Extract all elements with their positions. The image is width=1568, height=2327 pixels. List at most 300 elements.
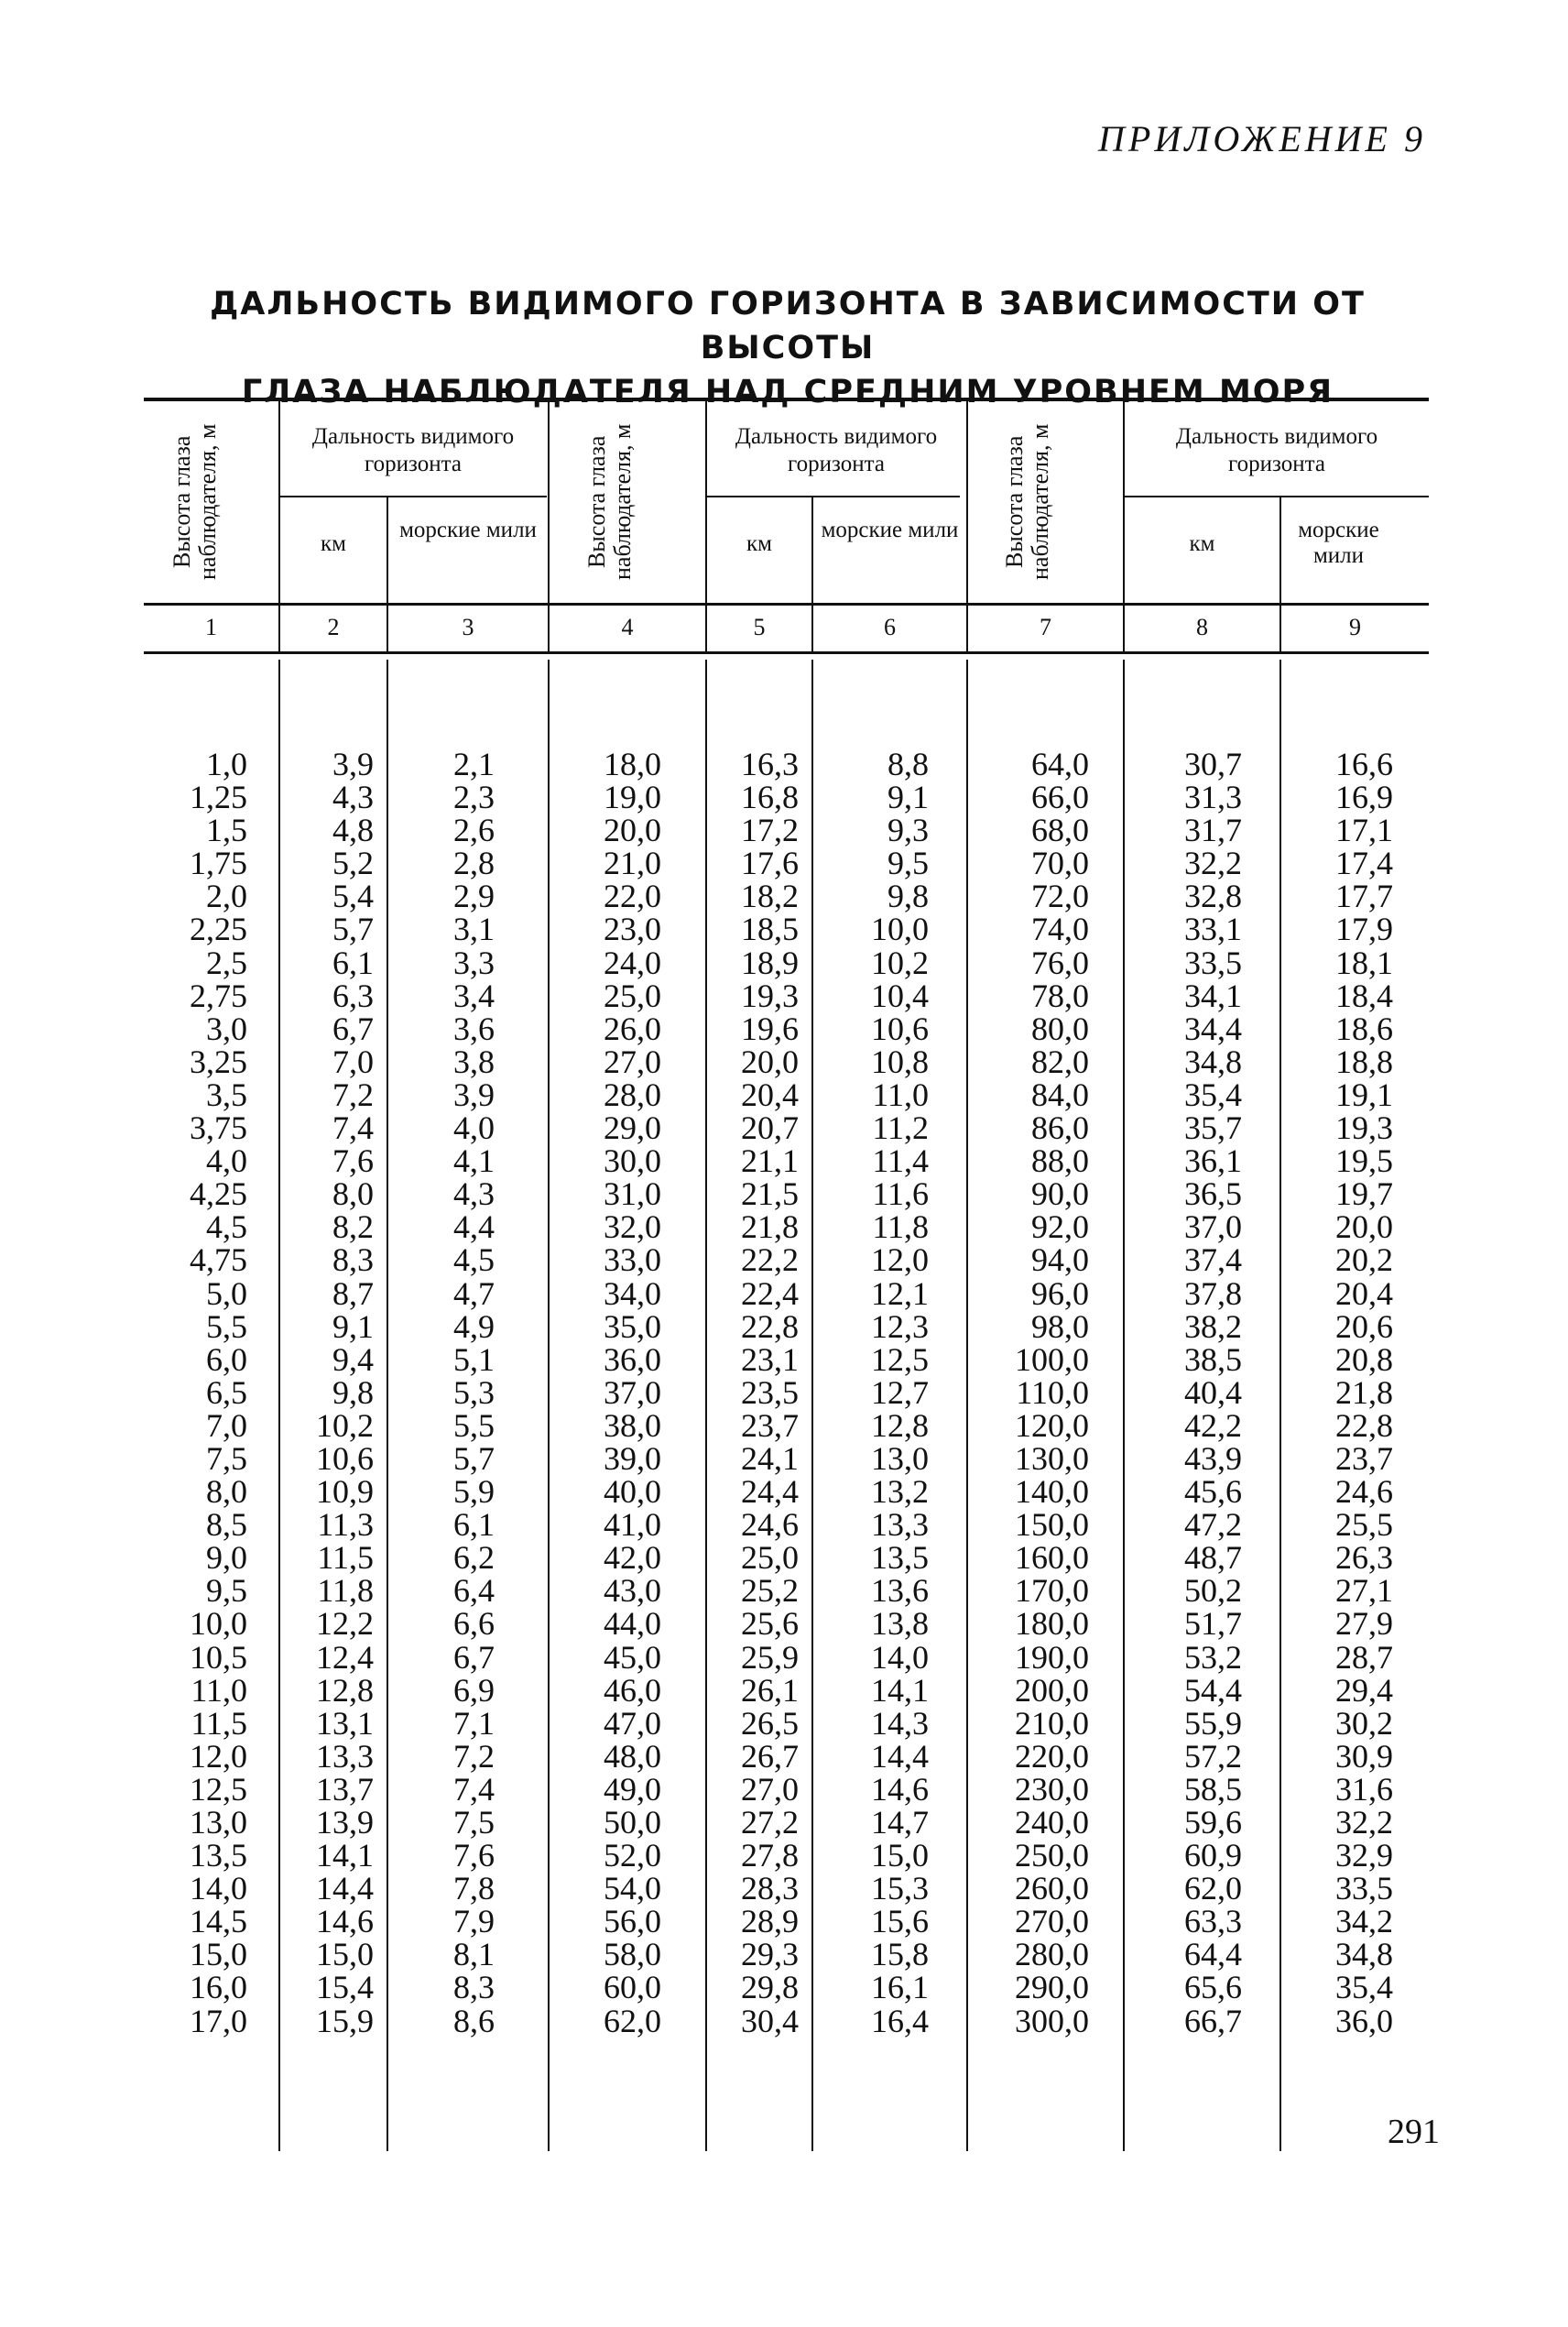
table-cell: 4,5 [453, 1241, 495, 1279]
table-cell: 11,0 [872, 1076, 929, 1113]
group-rule-2 [706, 496, 960, 497]
table-cell: 10,4 [871, 977, 929, 1014]
table-cell: 65,6 [1184, 1969, 1242, 2006]
table-cell: 11,8 [872, 1208, 929, 1246]
table-cell: 64,0 [1031, 746, 1089, 782]
column-number: 3 [462, 614, 474, 640]
table-cell: 250,0 [1015, 1837, 1089, 1874]
table-cell: 110,0 [1016, 1373, 1089, 1411]
table-cell: 13,3 [871, 1506, 929, 1544]
table-cell: 9,8 [332, 1373, 374, 1411]
table-cell: 12,2 [316, 1605, 374, 1643]
table-cell: 24,4 [741, 1473, 799, 1511]
column-number: 1 [205, 614, 217, 640]
table-cell: 44,0 [604, 1605, 661, 1643]
column-number: 6 [884, 614, 896, 640]
table-cell: 21,8 [741, 1208, 799, 1246]
table-cell: 54,4 [1184, 1671, 1242, 1709]
data-column [550, 748, 661, 2037]
table-cell: 26,1 [741, 1671, 799, 1709]
table-cell: 20,8 [1335, 1340, 1393, 1378]
table-cell: 46,0 [604, 1671, 661, 1709]
table-cell: 19,0 [604, 779, 661, 816]
table-cell: 22,4 [741, 1274, 799, 1312]
table-cell: 2,3 [453, 779, 495, 816]
nm-header: морские мили [821, 518, 959, 542]
table-cell: 28,7 [1335, 1638, 1393, 1676]
page-number: 291 [1388, 2113, 1440, 2151]
column-number: 7 [1040, 614, 1051, 640]
table-cell: 3,1 [453, 911, 495, 948]
table-cell: 13,0 [190, 1804, 247, 1841]
table-cell: 64,4 [1184, 1936, 1242, 1973]
table-cell: 7,0 [206, 1406, 247, 1444]
table-cell: 60,0 [604, 1969, 661, 2006]
table-cell: 18,0 [604, 746, 661, 782]
table-cell: 8,5 [206, 1506, 247, 1544]
height-column-header: Высота глаза наблюдателя, м [1001, 423, 1053, 580]
table-cell: 6,9 [453, 1671, 495, 1709]
table-cell: 31,0 [604, 1175, 661, 1213]
table-cell: 38,2 [1184, 1307, 1242, 1345]
table-cell: 43,9 [1184, 1439, 1242, 1477]
table-cell: 13,0 [871, 1439, 929, 1477]
table-cell: 37,8 [1184, 1274, 1242, 1312]
table-cell: 8,7 [332, 1274, 374, 1312]
table-cell: 2,75 [190, 977, 247, 1014]
table-cell: 10,2 [871, 944, 929, 981]
table-cell: 6,1 [453, 1506, 495, 1544]
table-cell: 33,0 [604, 1241, 661, 1279]
table-cell: 20,0 [741, 1043, 799, 1080]
table-cell: 2,8 [453, 845, 495, 882]
table-cell: 18,6 [1335, 1010, 1393, 1047]
table-cell: 11,5 [191, 1704, 247, 1742]
table-cell: 2,6 [453, 812, 495, 849]
table-cell: 29,3 [741, 1936, 799, 1973]
table-cell: 11,5 [317, 1539, 374, 1577]
table-cell: 15,6 [871, 1903, 929, 1940]
table-cell: 14,5 [190, 1903, 247, 1940]
table-cell: 34,2 [1335, 1903, 1393, 1940]
table-cell: 88,0 [1031, 1142, 1089, 1180]
table-cell: 20,7 [741, 1109, 799, 1147]
table-cell: 92,0 [1031, 1208, 1089, 1246]
table-cell: 36,0 [1335, 2002, 1393, 2039]
table-cell: 12,0 [871, 1241, 929, 1279]
table-cell: 56,0 [604, 1903, 661, 1940]
table-cell: 4,3 [453, 1175, 495, 1213]
table-cell: 19,5 [1335, 1142, 1393, 1180]
table-cell: 20,4 [741, 1076, 799, 1113]
table-cell: 7,9 [453, 1903, 495, 1940]
table-cell: 10,9 [316, 1473, 374, 1511]
table-cell: 24,6 [741, 1506, 799, 1544]
group-rule-1 [279, 496, 547, 497]
height-column-header: Высота глаза наблюдателя, м [169, 423, 221, 580]
table-cell: 100,0 [1015, 1340, 1089, 1378]
table-cell: 47,2 [1184, 1506, 1242, 1544]
table-cell: 9,1 [332, 1307, 374, 1345]
table-cell: 270,0 [1015, 1903, 1089, 1940]
table-cell: 14,7 [871, 1804, 929, 1841]
table-cell: 53,2 [1184, 1638, 1242, 1676]
table-cell: 6,7 [453, 1638, 495, 1676]
table-cell: 18,1 [1335, 944, 1393, 981]
table-cell: 23,0 [604, 911, 661, 948]
table-cell: 17,1 [1335, 812, 1393, 849]
table-cell: 5,1 [453, 1340, 495, 1378]
table-cell: 36,1 [1184, 1142, 1242, 1180]
table-cell: 70,0 [1031, 845, 1089, 882]
table-cell: 42,0 [604, 1539, 661, 1577]
table-cell: 11,8 [317, 1572, 374, 1610]
table-cell: 51,7 [1184, 1605, 1242, 1643]
table-cell: 50,2 [1184, 1572, 1242, 1610]
table-cell: 9,5 [206, 1572, 247, 1610]
table-cell: 55,9 [1184, 1704, 1242, 1742]
table-cell: 17,7 [1335, 878, 1393, 915]
title-line-2: ГЛАЗА НАБЛЮДАТЕЛЯ НАД СРЕДНИМ УРОВНЕМ МОРЯ [241, 374, 1334, 410]
table-cell: 58,5 [1184, 1770, 1242, 1808]
table-cell: 11,4 [872, 1142, 929, 1180]
table-cell: 5,0 [206, 1274, 247, 1312]
table-cell: 3,25 [190, 1043, 247, 1080]
table-cell: 25,5 [1335, 1506, 1393, 1544]
page-title [137, 282, 1438, 414]
column-number: 8 [1196, 614, 1208, 640]
table-cell: 19,1 [1335, 1076, 1393, 1113]
table-cell: 300,0 [1015, 2002, 1089, 2039]
table-cell: 6,7 [332, 1010, 374, 1047]
table-cell: 36,5 [1184, 1175, 1242, 1213]
column-number: 5 [753, 614, 766, 640]
table-cell: 15,0 [190, 1936, 247, 1973]
table-cell: 94,0 [1031, 1241, 1089, 1279]
table-cell: 130,0 [1015, 1439, 1089, 1477]
table-cell: 7,6 [453, 1837, 495, 1874]
table-cell: 19,6 [741, 1010, 799, 1047]
table-cell: 5,2 [332, 845, 374, 882]
table-cell: 23,1 [741, 1340, 799, 1378]
table-cell: 33,1 [1184, 911, 1242, 948]
table-cell: 42,2 [1184, 1406, 1242, 1444]
table-cell: 15,8 [871, 1936, 929, 1973]
table-cell: 35,0 [604, 1307, 661, 1345]
table-cell: 3,9 [453, 1076, 495, 1113]
table-cell: 24,0 [604, 944, 661, 981]
table-cell: 14,6 [316, 1903, 374, 1940]
table-cell: 14,1 [871, 1671, 929, 1709]
table-cell: 26,5 [741, 1704, 799, 1742]
table-cell: 29,4 [1335, 1671, 1393, 1709]
table-cell: 66,7 [1184, 2002, 1242, 2039]
table-cell: 17,0 [190, 2002, 247, 2039]
table-cell: 27,0 [741, 1770, 799, 1808]
table-cell: 60,9 [1184, 1837, 1242, 1874]
table-cell: 25,6 [741, 1605, 799, 1643]
data-column [280, 748, 374, 2037]
table-cell: 8,8 [887, 746, 929, 782]
table-cell: 16,6 [1335, 746, 1393, 782]
table-cell: 13,5 [871, 1539, 929, 1577]
table-cell: 38,0 [604, 1406, 661, 1444]
table-cell: 23,7 [1335, 1439, 1393, 1477]
table-cell: 4,1 [453, 1142, 495, 1180]
table-cell: 58,0 [604, 1936, 661, 1973]
table-cell: 33,5 [1335, 1870, 1393, 1907]
table-cell: 17,2 [741, 812, 799, 849]
table-cell: 30,7 [1184, 746, 1242, 782]
table-cell: 27,0 [604, 1043, 661, 1080]
table-cell: 62,0 [1184, 1870, 1242, 1907]
table-cell: 14,4 [316, 1870, 374, 1907]
table-cell: 14,4 [871, 1737, 929, 1775]
table-cell: 6,4 [453, 1572, 495, 1610]
table-cell: 12,5 [871, 1340, 929, 1378]
table-cell: 43,0 [604, 1572, 661, 1610]
table-cell: 25,2 [741, 1572, 799, 1610]
table-cell: 18,2 [741, 878, 799, 915]
table-cell: 11,6 [872, 1175, 929, 1213]
table-cell: 16,9 [1335, 779, 1393, 816]
table-cell: 10,5 [190, 1638, 247, 1676]
table-cell: 3,5 [206, 1076, 247, 1113]
table-cell: 21,1 [741, 1142, 799, 1180]
table-cell: 40,4 [1184, 1373, 1242, 1411]
data-column [1125, 748, 1242, 2037]
data-column [813, 748, 929, 2037]
table-cell: 15,9 [316, 2002, 374, 2039]
table-cell: 150,0 [1015, 1506, 1089, 1544]
table-cell: 21,8 [1335, 1373, 1393, 1411]
table-cell: 17,4 [1335, 845, 1393, 882]
table-cell: 15,0 [316, 1936, 374, 1973]
table-cell: 32,2 [1335, 1804, 1393, 1841]
table-cell: 28,9 [741, 1903, 799, 1940]
table-cell: 200,0 [1015, 1671, 1089, 1709]
table-cell: 8,6 [453, 2002, 495, 2039]
table-cell: 16,3 [741, 746, 799, 782]
table-cell: 47,0 [604, 1704, 661, 1742]
table-cell: 5,3 [453, 1373, 495, 1411]
table-cell: 13,8 [871, 1605, 929, 1643]
table-cell: 3,75 [190, 1109, 247, 1147]
table-cell: 120,0 [1015, 1406, 1089, 1444]
table-cell: 12,5 [190, 1770, 247, 1808]
table-cell: 86,0 [1031, 1109, 1089, 1147]
appendix-label: ПРИЛОЖЕНИЕ 9 [1098, 118, 1426, 159]
table-cell: 19,3 [741, 977, 799, 1014]
data-column [137, 748, 247, 2037]
table-cell: 54,0 [604, 1870, 661, 1907]
table-cell: 22,2 [741, 1241, 799, 1279]
table-cell: 29,0 [604, 1109, 661, 1147]
table-cell: 30,9 [1335, 1737, 1393, 1775]
table-cell: 11,0 [191, 1671, 247, 1709]
data-column [968, 748, 1089, 2037]
column-number: 9 [1349, 614, 1361, 640]
table-cell: 1,75 [190, 845, 247, 882]
table-cell: 50,0 [604, 1804, 661, 1841]
table-cell: 9,3 [887, 812, 929, 849]
table-cell: 96,0 [1031, 1274, 1089, 1312]
table-cell: 12,7 [871, 1373, 929, 1411]
column-number: 4 [621, 614, 634, 640]
table-cell: 4,75 [190, 1241, 247, 1279]
table-cell: 14,0 [190, 1870, 247, 1907]
table-cell: 24,1 [741, 1439, 799, 1477]
table-cell: 5,7 [453, 1439, 495, 1477]
table-cell: 27,9 [1335, 1605, 1393, 1643]
table-cell: 20,6 [1335, 1307, 1393, 1345]
title-line-1: ДАЛЬНОСТЬ ВИДИМОГО ГОРИЗОНТА В ЗАВИСИМОСТИ ОТ ВЫСОТЫ [210, 286, 1366, 366]
table-cell: 7,2 [332, 1076, 374, 1113]
table-cell: 9,1 [887, 779, 929, 816]
table-cell: 180,0 [1015, 1605, 1089, 1643]
table-cell: 5,4 [332, 878, 374, 915]
table-cell: 72,0 [1031, 878, 1089, 915]
table-cell: 27,8 [741, 1837, 799, 1874]
table-cell: 25,0 [604, 977, 661, 1014]
table-cell: 14,1 [316, 1837, 374, 1874]
table-cell: 63,3 [1184, 1903, 1242, 1940]
table-cell: 62,0 [604, 2002, 661, 2039]
table-cell: 21,0 [604, 845, 661, 882]
table-cell: 2,9 [453, 878, 495, 915]
table-cell: 36,0 [604, 1340, 661, 1378]
table-cell: 31,7 [1184, 812, 1242, 849]
table-cell: 10,6 [316, 1439, 374, 1477]
table-cell: 2,1 [453, 746, 495, 782]
table-cell: 12,1 [871, 1274, 929, 1312]
table-cell: 49,0 [604, 1770, 661, 1808]
table-cell: 48,7 [1184, 1539, 1242, 1577]
table-cell: 2,0 [206, 878, 247, 915]
nm-header: морские мили [1298, 518, 1379, 568]
table-cell: 7,0 [332, 1043, 374, 1080]
table-cell: 22,8 [1335, 1406, 1393, 1444]
table-cell: 37,0 [604, 1373, 661, 1411]
table-cell: 1,0 [206, 746, 247, 782]
table-cell: 20,0 [604, 812, 661, 849]
table-cell: 29,8 [741, 1969, 799, 2006]
table-cell: 24,6 [1335, 1473, 1393, 1511]
table-cell: 140,0 [1015, 1473, 1089, 1511]
table-cell: 32,9 [1335, 1837, 1393, 1874]
table-cell: 18,4 [1335, 977, 1393, 1014]
table-cell: 11,2 [872, 1109, 929, 1147]
table-cell: 17,6 [741, 845, 799, 882]
table-cell: 3,6 [453, 1010, 495, 1047]
table-cell: 7,2 [453, 1737, 495, 1775]
table-cell: 31,3 [1184, 779, 1242, 816]
table-cell: 6,2 [453, 1539, 495, 1577]
table-cell: 14,3 [871, 1704, 929, 1742]
table-cell: 4,0 [453, 1109, 495, 1147]
table-cell: 32,2 [1184, 845, 1242, 882]
table-cell: 34,8 [1335, 1936, 1393, 1973]
table-cell: 40,0 [604, 1473, 661, 1511]
table-cell: 14,6 [871, 1770, 929, 1808]
table-cell: 13,7 [316, 1770, 374, 1808]
table-cell: 5,5 [206, 1307, 247, 1345]
table-cell: 32,0 [604, 1208, 661, 1246]
table-cell: 18,9 [741, 944, 799, 981]
table-cell: 37,0 [1184, 1208, 1242, 1246]
table-cell: 26,3 [1335, 1539, 1393, 1577]
data-column [707, 748, 799, 2037]
table-cell: 26,7 [741, 1737, 799, 1775]
data-column [1281, 748, 1393, 2037]
table-cell: 16,4 [871, 2002, 929, 2039]
table-cell: 5,5 [453, 1406, 495, 1444]
table-cell: 260,0 [1015, 1870, 1089, 1907]
table-cell: 8,3 [332, 1241, 374, 1279]
km-header: км [321, 531, 346, 556]
table-cell: 4,9 [453, 1307, 495, 1345]
table-cell: 82,0 [1031, 1043, 1089, 1080]
table-cell: 2,25 [190, 911, 247, 948]
table-cell: 8,0 [206, 1473, 247, 1511]
table-cell: 28,0 [604, 1076, 661, 1113]
table-cell: 37,4 [1184, 1241, 1242, 1279]
table-cell: 4,5 [206, 1208, 247, 1246]
table-cell: 14,0 [871, 1638, 929, 1676]
table-cell: 27,1 [1335, 1572, 1393, 1610]
table-cell: 15,3 [871, 1870, 929, 1907]
table-cell: 6,6 [453, 1605, 495, 1643]
table-cell: 7,4 [332, 1109, 374, 1147]
table-cell: 20,0 [1335, 1208, 1393, 1246]
table-cell: 11,3 [317, 1506, 374, 1544]
table-cell: 210,0 [1015, 1704, 1089, 1742]
table-cell: 45,0 [604, 1638, 661, 1676]
table-colnum-rule [144, 651, 1429, 654]
table-cell: 10,8 [871, 1043, 929, 1080]
table-cell: 10,0 [190, 1605, 247, 1643]
table-cell: 7,1 [453, 1704, 495, 1742]
table-cell: 190,0 [1015, 1638, 1089, 1676]
table-cell: 10,6 [871, 1010, 929, 1047]
table-cell: 3,8 [453, 1043, 495, 1080]
table-cell: 19,7 [1335, 1175, 1393, 1213]
table-cell: 4,8 [332, 812, 374, 849]
table-cell: 4,3 [332, 779, 374, 816]
table-cell: 9,0 [206, 1539, 247, 1577]
table-cell: 32,8 [1184, 878, 1242, 915]
group-rule-3 [1124, 496, 1429, 497]
table-cell: 15,0 [871, 1837, 929, 1874]
column-number: 2 [327, 614, 340, 640]
table-cell: 45,6 [1184, 1473, 1242, 1511]
table-cell: 1,25 [190, 779, 247, 816]
table-cell: 18,5 [741, 911, 799, 948]
table-cell: 2,5 [206, 944, 247, 981]
km-header: км [1189, 531, 1215, 556]
table-cell: 8,3 [453, 1969, 495, 2006]
table-cell: 28,3 [741, 1870, 799, 1907]
table-cell: 30,4 [741, 2002, 799, 2039]
nm-header: морские мили [399, 518, 537, 542]
table-cell: 8,0 [332, 1175, 374, 1213]
range-group-header: Дальность видимого горизонта [311, 424, 515, 476]
table-cell: 34,8 [1184, 1043, 1242, 1080]
table-cell: 7,4 [453, 1770, 495, 1808]
table-cell: 9,8 [887, 878, 929, 915]
table-cell: 25,9 [741, 1638, 799, 1676]
table-cell: 38,5 [1184, 1340, 1242, 1378]
